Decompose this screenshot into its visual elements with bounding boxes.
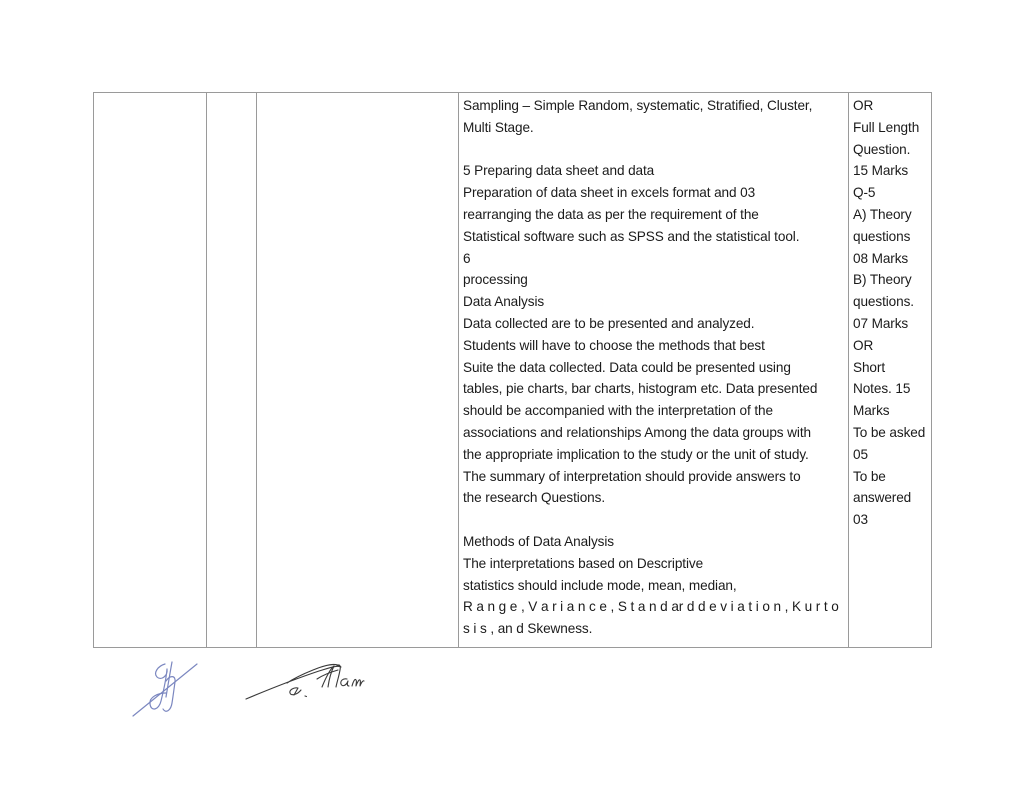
signature-alam-black-icon — [243, 655, 367, 707]
marks-line: A) Theory — [853, 206, 912, 222]
content-line: The interpretations based on Descriptive — [463, 555, 704, 571]
content-line: associations and relationships Among the data groups with — [463, 424, 811, 440]
content-line: s i s , an d Skewness. — [463, 621, 593, 637]
marks-lines — [853, 95, 927, 531]
content-line: the appropriate implication to the study or the unit of study. — [463, 446, 809, 462]
content-line: Data Analysis — [463, 294, 545, 310]
content-line: R a n g e , V a r i a n c e , S t a n d ar d d e v i a t i o n , K u r t o — [463, 599, 839, 615]
content-line: 6 — [463, 250, 471, 266]
syllabus-table — [93, 92, 932, 648]
marks-line: Full Length — [853, 119, 920, 135]
empty-cell-3 — [257, 93, 459, 648]
marks-line: answered — [853, 490, 912, 506]
content-line: Sampling – Simple Random, systematic, Stratified, Cluster, — [463, 98, 813, 113]
table-row — [94, 93, 932, 648]
content-line: Preparation of data sheet in excels format and 03 — [463, 185, 756, 201]
empty-cell-1 — [94, 93, 207, 648]
content-line: rearranging the data as per the requirement of the — [463, 206, 759, 222]
marks-line: Question. — [853, 141, 911, 157]
marks-line: Marks — [853, 403, 890, 419]
marks-line: B) Theory — [853, 272, 912, 288]
marks-line: Short — [853, 359, 885, 375]
marks-line: Q-5 — [853, 185, 876, 201]
marks-line: questions — [853, 228, 911, 244]
marks-line: 03 — [853, 512, 868, 528]
marks-line: Notes. 15 — [853, 381, 911, 397]
content-line: 5 Preparing data sheet and data — [463, 163, 655, 179]
content-cell — [459, 93, 849, 648]
marks-line: OR — [853, 337, 874, 353]
content-line: Multi Stage. — [463, 119, 534, 135]
content-line — [463, 139, 844, 161]
marks-line: OR — [853, 98, 874, 113]
marks-line: 07 Marks — [853, 315, 909, 331]
content-line — [463, 509, 844, 531]
content-lines — [463, 95, 844, 640]
content-line: tables, pie charts, bar charts, histogram etc. Data presented — [463, 381, 818, 397]
content-line: should be accompanied with the interpretation of the — [463, 403, 773, 419]
marks-line: 08 Marks — [853, 250, 909, 266]
marks-line: To be asked — [853, 424, 926, 440]
marks-cell — [849, 93, 932, 648]
content-line: the research Questions. — [463, 490, 606, 506]
marks-line: questions. — [853, 294, 914, 310]
content-line: statistics should include mode, mean, median, — [463, 577, 737, 593]
content-line: Suite the data collected. Data could be presented using — [463, 359, 791, 375]
marks-line: 15 Marks — [853, 163, 909, 179]
content-line: Statistical software such as SPSS and the statistical tool. — [463, 228, 800, 244]
signature-initials-blue-icon — [125, 652, 205, 724]
marks-line: To be — [853, 468, 886, 484]
empty-cell-2 — [207, 93, 257, 648]
content-line: The summary of interpretation should provide answers to — [463, 468, 801, 484]
content-line: processing — [463, 272, 528, 288]
content-line: Methods of Data Analysis — [463, 533, 614, 549]
content-line: Data collected are to be presented and analyzed. — [463, 315, 755, 331]
content-line: Students will have to choose the methods that best — [463, 337, 765, 353]
marks-line: 05 — [853, 446, 868, 462]
